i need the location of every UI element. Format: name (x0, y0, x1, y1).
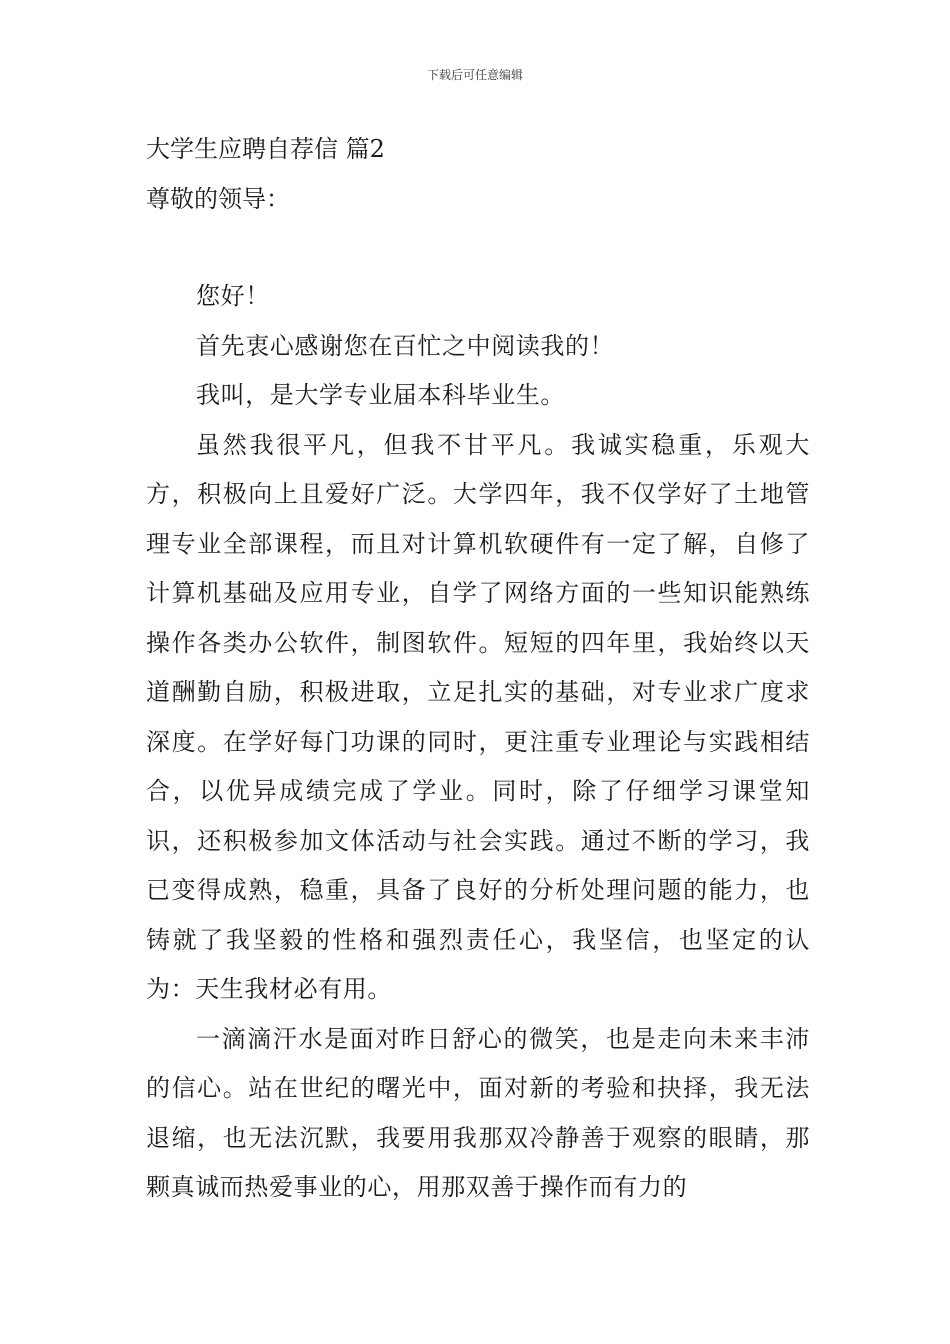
spacer (146, 224, 810, 272)
greeting-paragraph: 您好！ (196, 282, 270, 310)
salutation: 尊敬的领导： (146, 185, 290, 213)
body-paragraph: 虽然我很平凡，但我不甘平凡。我诚实稳重，乐观大方，积极向上且爱好广泛。大学四年，我不仅学好了土地管理专业全部课程，而且对计算机软硬件有一定了解，自修了计算机基础及应用专业，自学了网络方面的一些知识能熟练操作各类办公软件，制图软件。短短的四年里，我始终以天道酬勤自励，积极进取，立足扎实的基础，对专业求广度求深度。在学好每门功课的同时，更注重专业理论与实践相结合，以优异成绩完成了学业。同时，除了仔细学习课堂知识，还积极参加文体活动与社会实践。通过不断的学习，我已变得成熟，稳重，具备了良好的分析处理问题的能力，也铸就了我坚毅的性格和强烈责任心，我坚信，也坚定的认为：天生我材必有用。 (146, 430, 810, 1003)
document-title: 大学生应聘自荐信 篇2 (146, 135, 385, 163)
header-note: 下载后可任意编辑 (426, 68, 523, 82)
thanks-paragraph: 首先衷心感谢您在百忙之中阅读我的！ (196, 331, 615, 360)
body-paragraph-continued: 一滴滴汗水是面对昨日舒心的微笑，也是走向未来丰沛的信心。站在世纪的曙光中，面对新的考验和抉择，我无法退缩，也无法沉默，我要用我那双冷静善于观察的眼睛，那颗真诚而热爱事业的心，用那双善于操作而有力的 (146, 1024, 810, 1201)
intro-paragraph: 我叫，是大学专业届本科毕业生。 (196, 381, 565, 409)
letter-body (146, 124, 810, 1213)
